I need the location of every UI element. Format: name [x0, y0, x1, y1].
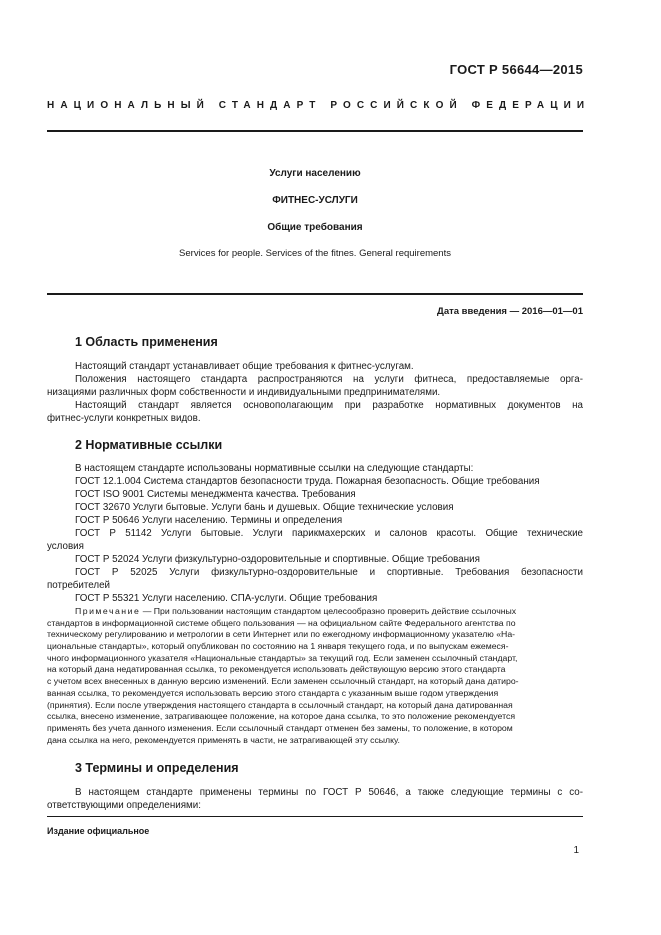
reference-item: ГОСТ 12.1.004 Система стандартов безопасности труда. Пожарная безопасность. Общие требования: [75, 476, 540, 487]
section-3-body: [47, 786, 583, 812]
title-rule: [47, 293, 583, 295]
note-line: дана ссылка на него, рекомендуется применять в части, не затрагивающей эту ссылку.: [47, 734, 400, 745]
note-line: на который дана недатированная ссылка, то рекомендуется использовать действующую версию этого стандарта: [47, 664, 506, 675]
note-line: чного информационного указателя «Национальные стандарты» за текущий год. Если заменен ссылочный стандарт,: [47, 652, 518, 663]
text-line: Положения настоящего стандарта распространяются на услуги фитнеса, предоставляемые орга-: [75, 374, 583, 385]
section-1-body: [47, 360, 583, 425]
note-line: ссылка, внесено изменение, затрагивающее положение, на которое дана ссылка, то это положение рекомендуется: [47, 711, 516, 722]
official-edition-label: Издание официальное: [47, 826, 150, 836]
note-line: ванная ссылка, то рекомендуется использовать версию этого стандарта с указанным выше годом утверждения: [47, 687, 499, 698]
text-line: фитнес-услуги конкретных видов.: [47, 413, 201, 424]
text-line: Настоящий стандарт является основополагающим при разработке нормативных документов на: [75, 400, 583, 411]
text-line: В настоящем стандарте использованы нормативные ссылки на следующие стандарты:: [75, 463, 474, 474]
reference-item: ГОСТ Р 55321 Услуги населению. СПА-услуги. Общие требования: [75, 593, 378, 604]
reference-item: ГОСТ Р 52024 Услуги физкультурно-оздоровительные и спортивные. Общие требования: [75, 554, 480, 565]
text-line: В настоящем стандарте применены термины по ГОСТ Р 50646, а также следующие термины с со-: [75, 787, 583, 798]
note-line: с учетом всех внесенных в данную версию изменений. Если заменен ссылочный стандарт, на который дана датиро-: [47, 676, 519, 687]
reference-item: ГОСТ ISO 9001 Системы менеджмента качества. Требования: [75, 489, 356, 500]
note-first-line: [47, 606, 583, 618]
note-label: Примечание: [75, 606, 141, 616]
document-code: ГОСТ Р 56644—2015: [449, 62, 583, 77]
reference-item-continuation: условия: [47, 541, 84, 552]
text-line: ответствующими определениями:: [47, 800, 201, 811]
note-line: (принятия). Если после утверждения настоящего стандарта в ссылочный стандарт, на который дана датированная: [47, 699, 513, 710]
text-line: Настоящий стандарт устанавливает общие требования к фитнес-услугам.: [75, 361, 414, 372]
title-general-requirements: Общие требования: [267, 222, 363, 233]
reference-item: ГОСТ Р 50646 Услуги населению. Термины и определения: [75, 515, 343, 526]
reference-item: ГОСТ 32670 Услуги бытовые. Услуги бань и душевых. Общие технические условия: [75, 502, 454, 513]
text-line: низациями различных форм собственности и индивидуальными предпринимателями.: [47, 387, 441, 398]
reference-item: ГОСТ Р 52025 Услуги физкультурно-оздоровительные и спортивные. Требования безопасности: [75, 567, 583, 578]
national-standard-banner: НАЦИОНАЛЬНЫЙ СТАНДАРТ РОССИЙСКОЙ ФЕДЕРАЦИИ: [47, 100, 591, 111]
introduction-date: Дата введения — 2016—01—01: [437, 306, 583, 317]
section-2-body: [47, 462, 583, 605]
title-fitness: ФИТНЕС-УСЛУГИ: [272, 195, 358, 206]
note-line: стандартов в информационной системе общего пользования — на официальном сайте Федерального агентства по: [47, 617, 516, 628]
note-line: циональные стандарты», который опубликован по состоянию на 1 января текущего года, и по выпускам ежемеся-: [47, 641, 509, 652]
note-line: техническому регулированию и метрологии в сети Интернет или по ежегодному информационному указателю «На-: [47, 629, 516, 640]
footer-rule: [47, 816, 583, 817]
title-english: Services for people. Services of the fitnes. General requirements: [179, 248, 451, 259]
section-2-note: [47, 606, 583, 746]
note-line: применять без учета данного изменения. Если ссылочный стандарт отменен без замены, то положение, в котором: [47, 722, 513, 733]
page-number: 1: [573, 845, 579, 856]
section-3-heading: 3 Термины и определения: [75, 761, 239, 775]
reference-item-continuation: потребителей: [47, 580, 111, 591]
header-rule: [47, 130, 583, 132]
section-1-heading: 1 Область применения: [75, 335, 218, 349]
reference-item: ГОСТ Р 51142 Услуги бытовые. Услуги парикмахерских и салонов красоты. Общие технические: [75, 528, 583, 539]
section-2-heading: 2 Нормативные ссылки: [75, 438, 223, 452]
title-services: Услуги населению: [269, 168, 361, 179]
note-text: — При пользовании настоящим стандартом целесообразно проверить действие ссылочных: [140, 606, 517, 616]
